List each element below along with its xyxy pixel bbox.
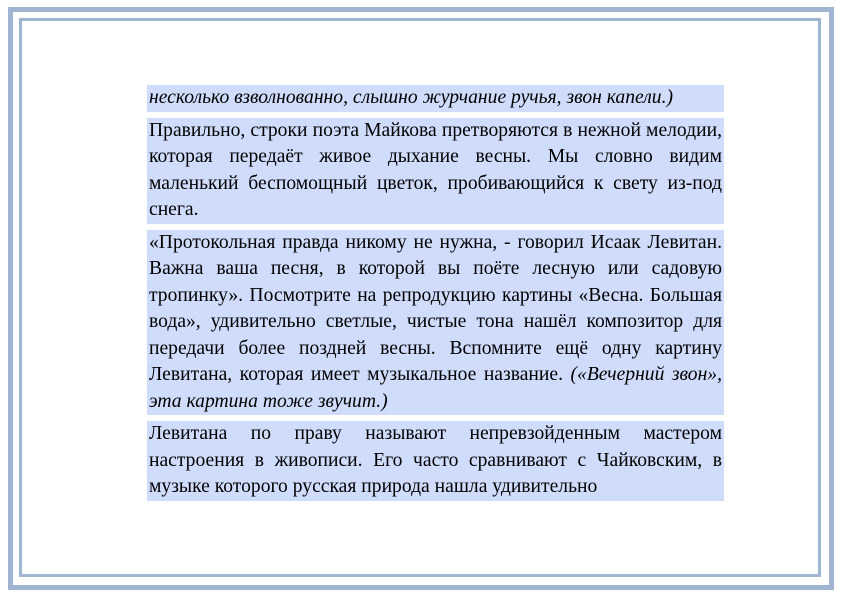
- paragraph-4-text: Левитана по праву называют непревзойденным мастером настроения в живописи. Его часто сравнивают с Чайковским, в музыке которого русская природа нашла удивительно: [149, 423, 722, 497]
- text-block: [147, 85, 724, 555]
- paragraph-2-text: Правильно, строки поэта Майкова претворяются в нежной мелодии, которая передаёт живое дыхание весны. Мы словно видим маленький беспомощный цветок, пробивающийся к свету из-под снега.: [149, 119, 722, 220]
- paragraph-3-italic: («Вечерний звон», эта картина тоже звучит.): [149, 364, 723, 412]
- paragraph-1-italic: несколько взволнованно, слышно журчание ручья, звон капели.): [149, 87, 673, 108]
- paragraph-4: [147, 421, 724, 501]
- paragraph-3: [147, 230, 724, 416]
- paragraph-2: [147, 118, 724, 224]
- paragraph-3-text: «Протокольная правда никому не нужна, - говорил Исаак Левитан. Важна ваша песня, в которой вы поёте лесную или садовую тропинку». Посмотрите на репродукцию картины «Весна. Большая вода», удивительно светлые, чистые тона нашёл композитор для передачи более поздней весны. Вспомните ещё одну картину Левитана, которая имеет музыкальное название.: [149, 231, 722, 385]
- paragraph-1: [147, 85, 724, 112]
